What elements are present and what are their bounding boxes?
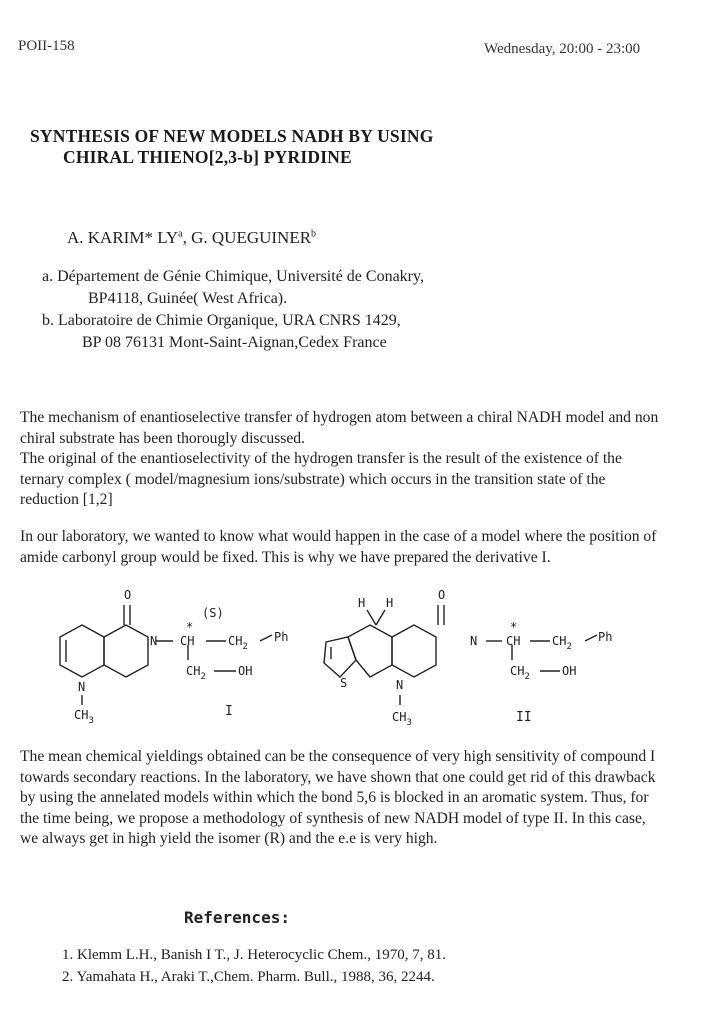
compound-2-oxygen: O (438, 588, 446, 602)
paragraph-3-text: The mean chemical yieldings obtained can be the consequence of very high sensitivity of compound I towards secondary reactions. In the laboratory, we have shown that one could get rid of this drawback by using the annelated models within which the bond 5,6 is blocked in an aromatic system. Thus, for the time being, we propose a methodology of synthesis of new NADH model of type II. In this case, we always get in high yield the isomer (R) and the e.e is very high. (20, 748, 656, 847)
chemical-structures (40, 585, 680, 735)
compound-2-hydrogen-2: H (386, 596, 394, 610)
compound-2-chiral-star: * (510, 620, 518, 634)
compound-2-hydrogen-1: H (358, 596, 366, 610)
reference-item: 2. Yamahata H., Araki T.,Chem. Pharm. Bull., 1988, 36, 2244. (62, 969, 435, 985)
compound-1-chiral-star: * (186, 620, 194, 634)
compound-2-ch2: $CH_2$ (552, 634, 572, 652)
paragraph-2 (20, 527, 660, 568)
compound-1-hydroxyl: OH (238, 664, 253, 678)
paragraph-2-text: In our laboratory, we wanted to know what would happen in the case of a model where the position of amide carbonyl group would be fixed. This is why we have prepared the derivative I. (20, 528, 657, 566)
author-1-affil-mark: a (178, 228, 183, 240)
compound-1-label: I (225, 704, 233, 719)
compound-1-ch2: $CH_2$ (228, 634, 248, 652)
affiliation-b-line-1: b. Laboratoire de Chimie Organique, URA CNRS 1429, (42, 312, 401, 329)
affiliation-a-line-1: a. Département de Génie Chimique, Université de Conakry, (42, 268, 424, 285)
compound-2-sulfur: S (340, 676, 348, 690)
title-line-2: CHIRAL THIENO[2,3-b] PYRIDINE (63, 147, 352, 167)
compound-2-phenyl: Ph (598, 630, 613, 644)
author-2-affil-mark: b (311, 228, 317, 240)
paper-title (30, 126, 434, 168)
compound-1-ch: CH (180, 634, 195, 648)
paragraph-1 (20, 408, 660, 511)
compound-2-ring-n: N (396, 678, 404, 692)
reference-item: 1. Klemm L.H., Banish I T., J. Heterocyclic Chem., 1970, 7, 81. (62, 947, 446, 963)
references-heading: References: (184, 908, 290, 927)
author-2: , G. QUEGUINER (182, 228, 312, 247)
affiliation-a-line-2: BP4118, Guinée( West Africa). (88, 290, 288, 307)
compound-2-label: II (516, 710, 532, 725)
affiliation-b-line-2: BP 08 76131 Mont-Saint-Aignan,Cedex France (82, 334, 387, 351)
title-line-1: SYNTHESIS OF NEW MODELS NADH BY USING (30, 126, 434, 146)
compound-1-methyl: $CH_3$ (74, 708, 94, 726)
compound-1-oxygen: O (124, 588, 132, 602)
compound-2-ch: CH (506, 634, 521, 648)
session-time: Wednesday, 20:00 - 23:00 (484, 41, 641, 57)
compound-1-ch2oh: $CH_2$ (186, 664, 206, 682)
paragraph-1-part-1: The mechanism of enantioselective transfer of hydrogen atom between a chiral NADH model and non chiral substrate has been thorougly discussed. (20, 409, 659, 447)
compound-1-phenyl: Ph (274, 630, 289, 644)
author-1: A. KARIM* LY (67, 228, 179, 247)
affiliations (42, 266, 424, 354)
compound-2-hydroxyl: OH (562, 664, 577, 678)
compound-2-ch2oh: $CH_2$ (510, 664, 530, 682)
compound-1-amide-n: N (150, 634, 158, 648)
compound-2-methyl: $CH_3$ (392, 710, 412, 728)
references-list (62, 944, 446, 988)
authors (67, 228, 316, 248)
paragraph-1-part-2: The original of the enantioselectivity of the hydrogen transfer is the result of the existence of the ternary complex ( model/magnesium ions/substrate) which occurs in the transition state of the reduction [1,2] (20, 450, 622, 508)
compound-1-stereo-s: (S) (202, 606, 224, 620)
paragraph-3 (20, 747, 660, 850)
compound-2-amide-n: N (470, 634, 478, 648)
document-code: POII-158 (18, 38, 75, 54)
compound-1-ring-n: N (78, 680, 86, 694)
